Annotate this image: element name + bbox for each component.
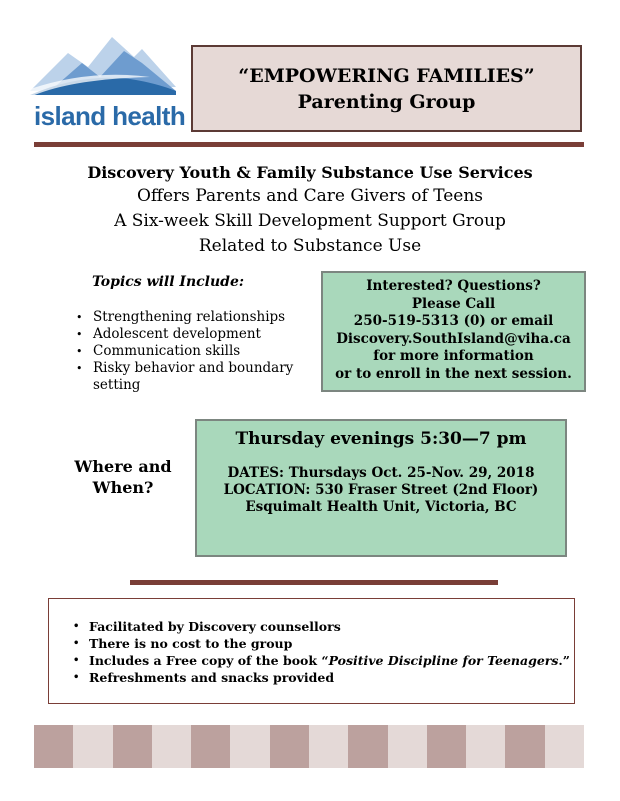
footer-square xyxy=(34,725,73,768)
schedule-heading: Thursday evenings 5:30—7 pm xyxy=(235,429,527,449)
list-item: • Risky behavior and boundary setting xyxy=(76,360,316,394)
footer-square xyxy=(348,725,387,768)
contact-line: Interested? Questions? xyxy=(366,278,541,294)
footer-square xyxy=(466,725,505,768)
list-item: • Refreshments and snacks provided xyxy=(73,669,574,686)
where-when-label: Where and When? xyxy=(74,457,172,497)
service-name: Discovery Youth & Family Substance Use Services xyxy=(87,163,533,182)
list-item: • There is no cost to the group xyxy=(73,635,574,652)
contact-line: or to enroll in the next session. xyxy=(335,365,572,382)
contact-line: for more information xyxy=(373,348,534,364)
features-list xyxy=(49,599,574,686)
topics-list xyxy=(76,309,316,394)
features-box xyxy=(48,598,575,704)
schedule-place: Esquimalt Health Unit, Victoria, BC xyxy=(245,499,517,515)
footer-square xyxy=(270,725,309,768)
footer-square xyxy=(427,725,466,768)
logo-wordmark: island health xyxy=(34,101,186,131)
footer-square xyxy=(191,725,230,768)
intro-line: Related to Substance Use xyxy=(198,236,422,256)
feature-text: Includes a Free copy of the book “ xyxy=(89,653,329,668)
list-item: • Adolescent development xyxy=(76,326,316,343)
contact-line: Please Call xyxy=(411,295,496,312)
contact-phone: 250-519-5313 (0) or email xyxy=(353,313,554,329)
contact-email: Discovery.SouthIsland@viha.ca xyxy=(336,330,571,347)
schedule-box xyxy=(195,419,567,557)
island-health-logo xyxy=(30,33,190,133)
title-box xyxy=(191,45,582,132)
intro-line: A Six-week Skill Development Support Group xyxy=(114,211,506,231)
list-item: • Communication skills xyxy=(76,343,316,360)
page-subtitle: Parenting Group xyxy=(297,90,476,113)
island-health-mountains-icon xyxy=(30,33,180,99)
page-title: “EMPOWERING FAMILIES” xyxy=(238,64,535,87)
footer-square xyxy=(152,725,191,768)
footer-square xyxy=(113,725,152,768)
list-item: • Facilitated by Discovery counsellors xyxy=(73,618,574,635)
footer-square xyxy=(230,725,269,768)
book-title: Positive Discipline for Teenagers xyxy=(328,653,559,668)
list-item: • Strengthening relationships xyxy=(76,309,316,326)
schedule-location: LOCATION: 530 Fraser Street (2nd Floor) xyxy=(223,482,539,498)
topics-heading: Topics will Include: xyxy=(92,274,245,290)
footer-square xyxy=(73,725,112,768)
footer-square xyxy=(309,725,348,768)
list-item xyxy=(73,652,574,669)
feature-text: .” xyxy=(558,653,570,668)
footer-square xyxy=(505,725,544,768)
intro-line: Offers Parents and Care Givers of Teens xyxy=(136,186,484,206)
schedule-dates: DATES: Thursdays Oct. 25-Nov. 29, 2018 xyxy=(227,465,535,481)
contact-box xyxy=(321,271,586,392)
footer-pattern xyxy=(34,725,584,768)
intro-section xyxy=(0,162,620,259)
footer-square xyxy=(388,725,427,768)
divider-middle xyxy=(130,580,498,585)
footer-square xyxy=(545,725,584,768)
divider-top xyxy=(34,142,584,147)
